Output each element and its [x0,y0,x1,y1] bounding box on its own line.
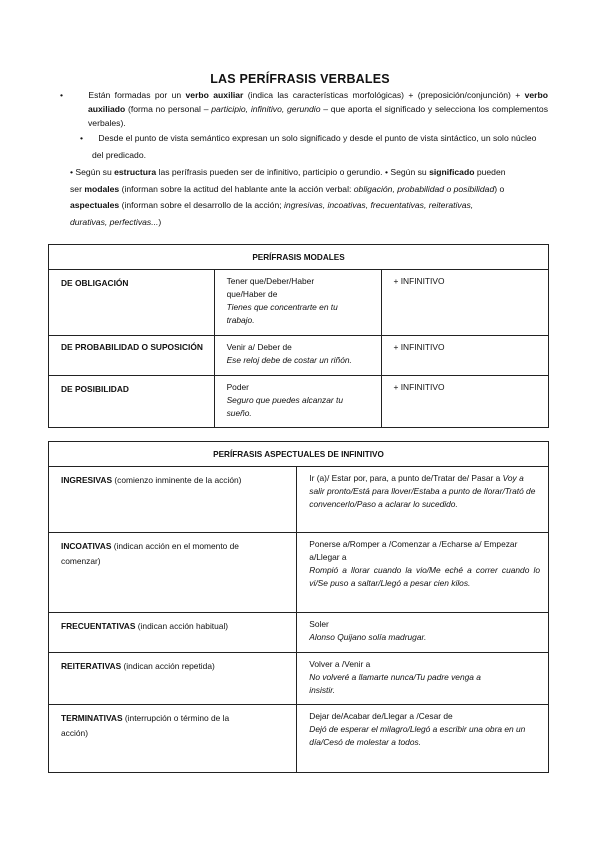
intro-bold: significado [429,167,475,177]
intro-bold: verbo auxiliado [88,90,549,114]
row-example: Alonso Quijano solía madrugar. [309,632,427,642]
row-category: REITERATIVAS [61,661,122,671]
row-verbs: Dejar de/Acabar de/Llegar a /Cesar de [309,711,453,721]
intro-bold: aspectuales [70,200,120,210]
row-category-cell [49,653,297,705]
aspectuales-header: PERÍFRASIS ASPECTUALES DE INFINITIVO [49,442,549,467]
table-row [49,270,549,336]
intro-italic: participio, infinitivo, gerundio [211,104,321,114]
row-category-cell [49,613,297,653]
row-verbs-cell [297,533,549,613]
row-category: FRECUENTATIVAS [61,621,136,631]
row-example: No volveré a llamarte nunca/Tu padre venga a insistir. [309,672,481,695]
intro-text: Están formadas por un [88,90,186,100]
row-verbs-cell [297,705,549,773]
row-verbs: Ir (a)/ Estar por, para, a punto de/Tratar de/ Pasar a [309,473,501,483]
intro-text: (informan sobre el desarrollo de la acción; [119,200,285,210]
row-suffix: + INFINITIVO [381,270,549,336]
table-row [49,705,549,773]
intro-bullet-1 [60,88,549,130]
intro-bold: modales [84,183,120,194]
table-row [49,653,549,705]
row-verbs-cell [214,376,381,428]
table-row [49,376,549,428]
row-example: Rompió a llorar cuando la vio/Me eché a correr cuando lo vi/Se puso a saltar/Llegó a pesar cien kilos. [309,565,540,588]
row-description: (indican acción en el momento de comenzar) [61,541,239,566]
row-category: DE POSIBILIDAD [49,376,215,428]
row-description: (indican acción habitual) [137,621,229,631]
row-description: (comienzo inminente de la acción) [114,475,242,485]
row-verbs: Soler [309,619,329,629]
intro-text: (informan sobre la actitud del hablante ante la acción verbal: [119,183,354,194]
row-description: (interrupción o término de la acción) [61,713,230,738]
intro-text: ) o [494,183,505,194]
row-verbs: Venir a/ Deber de [226,342,292,352]
table-row [49,336,549,376]
table-row [49,613,549,653]
row-example: Seguro que puedes alcanzar tu sueño. [226,395,343,418]
intro-italic: ingresivas, incoativas, frecuentativas, reiterativas, durativas, perfectivas... [70,200,474,227]
modales-table [48,244,549,428]
row-verbs: Ponerse a/Romper a /Comenzar a /Echarse a/ Empezar a/Llegar a [309,539,518,562]
row-category: DE OBLIGACIÓN [49,270,215,336]
row-verbs-cell [214,270,381,336]
row-example: Ese reloj debe de costar un riñón. [226,355,352,365]
intro-text: Desde el punto de vista semántico expresan un solo significado y desde el punto de vista sintáctico, un solo núcleo del predicado. [92,133,537,160]
row-category: INGRESIVAS [61,475,113,485]
table-row [49,467,549,533]
intro-text: Según su [75,167,115,177]
row-example: Dejó de esperar el milagro/Llegó a escribir una obra en un día/Cesó de molestar a todos. [309,724,526,747]
intro-text: (forma no personal – [125,104,212,114]
row-verbs: Tener que/Deber/Haber que/Haber de [226,276,315,299]
intro-bold: estructura [114,167,157,177]
intro-text: (indica las características morfológicas) + (preposición/conjunción) + [243,90,525,100]
row-category: TERMINATIVAS [61,713,123,723]
bullet-icon: • [384,167,391,177]
intro-bullet-2 [70,130,548,164]
row-verbs: Poder [226,382,249,392]
aspectuales-table [48,441,549,773]
row-verbs: Volver a /Venir a [309,659,371,669]
row-example: Voy a salir pronto/Está para llover/Estaba a punto de llorar/Trató de convencerlo/Paso a aclarar lo sucedido. [309,473,536,509]
row-verbs-cell [214,336,381,376]
row-verbs-cell [297,653,549,705]
row-verbs-cell [297,613,549,653]
intro-text: las perífrasis pueden ser de infinitivo, participio o gerundio. [156,167,385,177]
table-row [49,533,549,613]
row-suffix: + INFINITIVO [381,376,549,428]
row-category-cell [49,533,297,613]
row-category-cell [49,705,297,773]
row-category-cell [49,467,297,533]
modales-header: PERÍFRASIS MODALES [49,245,549,270]
row-suffix: + INFINITIVO [381,336,549,376]
row-example: Tienes que concentrarte en tu trabajo. [226,302,338,325]
row-category: INCOATIVAS [61,541,112,551]
intro-italic: obligación, probabilidad o posibilidad [353,183,495,194]
row-description: (indican acción repetida) [123,661,215,671]
bullet-icon: • [60,90,64,100]
intro-bold: verbo auxiliar [185,90,244,100]
row-verbs-cell [297,467,549,533]
intro-text: pueden ser [70,167,506,194]
intro-text: ) [158,216,162,227]
bullet-icon: • [70,167,76,177]
intro-bullet-3 [70,164,510,230]
intro-text: – que aporta el significado y selecciona los complementos verbales). [88,104,549,128]
intro-text: Según su [390,167,430,177]
bullet-icon: • [80,133,84,143]
page-title: LAS PERÍFRASIS VERBALES [210,72,390,86]
row-category: DE PROBABILIDAD O SUPOSICIÓN [49,336,215,376]
